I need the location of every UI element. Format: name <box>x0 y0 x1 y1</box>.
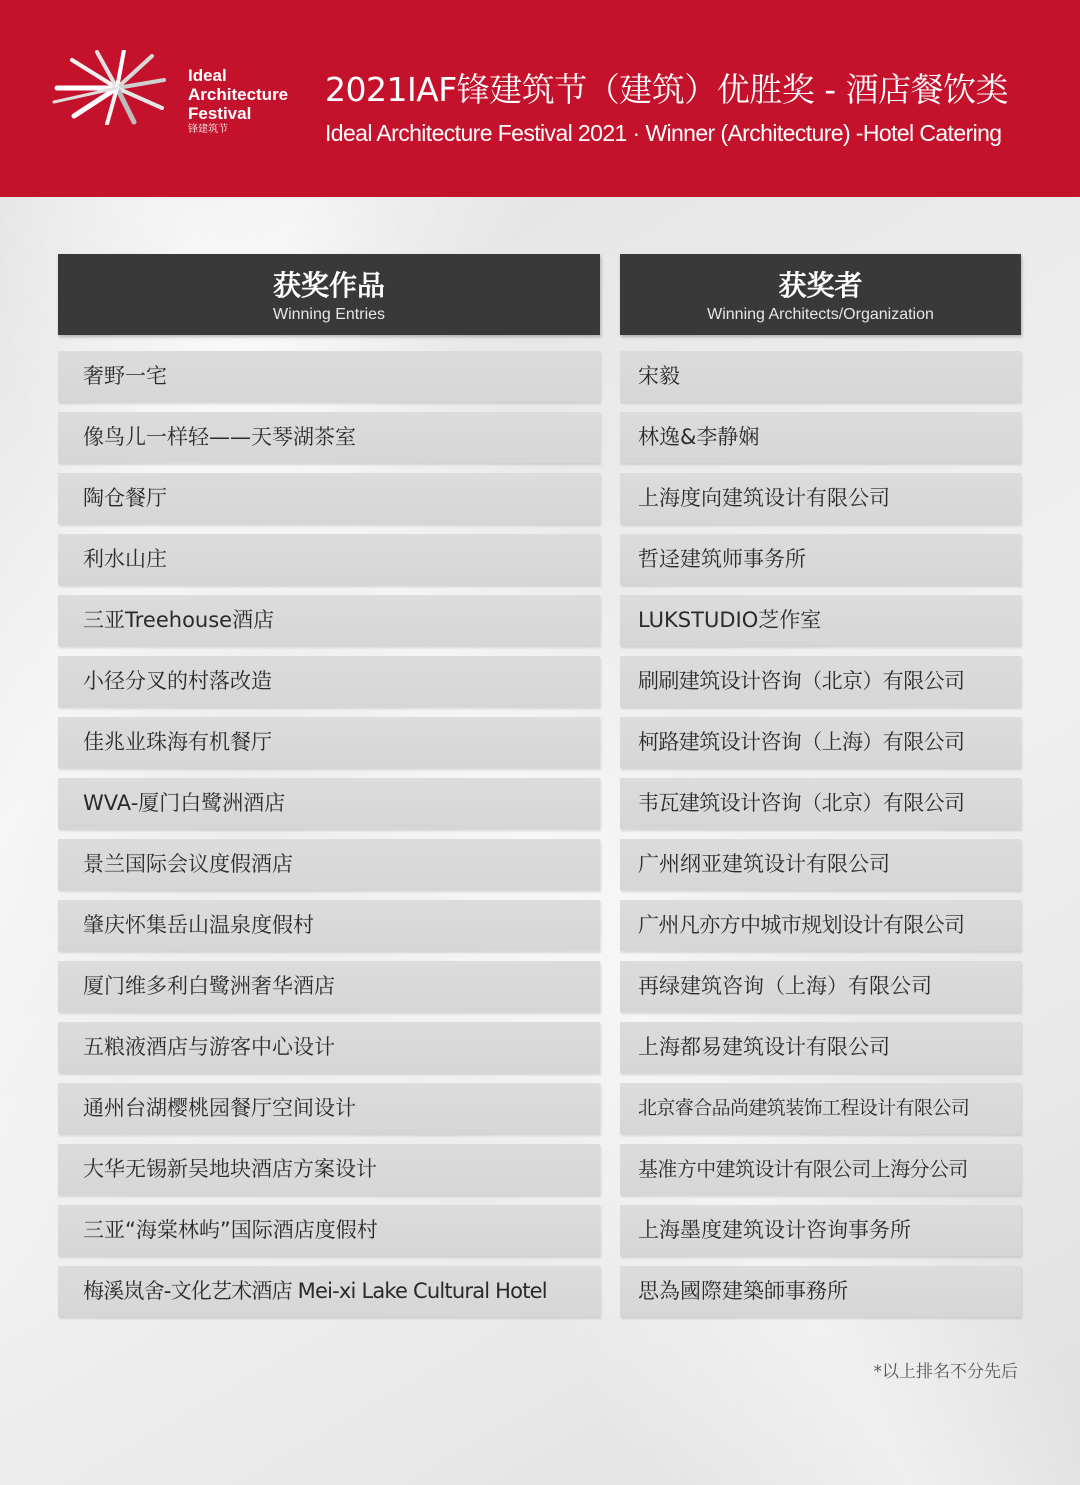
column-header-winners <box>620 254 1021 335</box>
winner-cell: 广州凡亦方中城市规划设计有限公司 <box>620 900 1021 951</box>
table-row <box>0 473 1080 524</box>
winner-cell: 广州纲亚建筑设计有限公司 <box>620 839 1021 890</box>
logo-line-3: Festival <box>188 104 252 123</box>
entry-cell: 厦门维多利白鹭洲奢华酒店 <box>58 961 600 1012</box>
logo-line-2: Architecture <box>188 85 289 104</box>
entry-cell: 佳兆业珠海有机餐厅 <box>58 717 600 768</box>
logo-line-1: Ideal <box>188 66 227 85</box>
winner-cell: 刷刷建筑设计咨询（北京）有限公司 <box>620 656 1021 707</box>
winner-cell: 柯路建筑设计咨询（上海）有限公司 <box>620 717 1021 768</box>
winner-cell: 宋毅 <box>620 351 1021 402</box>
winner-cell: 林逸&李静娴 <box>620 412 1021 463</box>
entry-cell: 三亚“海棠林屿”国际酒店度假村 <box>58 1205 600 1256</box>
table-row <box>0 656 1080 707</box>
table-row <box>0 839 1080 890</box>
table-row <box>0 717 1080 768</box>
entry-cell: 三亚Treehouse酒店 <box>58 595 600 646</box>
entry-cell: 五粮液酒店与游客中心设计 <box>58 1022 600 1073</box>
column-header-entries-cn: 获奖作品 <box>272 269 385 302</box>
winner-cell: 上海度向建筑设计有限公司 <box>620 473 1021 524</box>
winner-cell: 基准方中建筑设计有限公司上海分公司 <box>620 1144 1021 1195</box>
table-row <box>0 900 1080 951</box>
entry-cell: 通州台湖樱桃园餐厅空间设计 <box>58 1083 600 1134</box>
entry-cell: 肇庆怀集岳山温泉度假村 <box>58 900 600 951</box>
entry-cell: 像鸟儿一样轻——天琴湖茶室 <box>58 412 600 463</box>
entry-cell: 奢野一宅 <box>58 351 600 402</box>
entry-cell: 梅溪岚舍-文化艺术酒店 Mei-xi Lake Cultural Hotel <box>58 1266 600 1317</box>
table-row <box>0 595 1080 646</box>
winner-cell: 上海墨度建筑设计咨询事务所 <box>620 1205 1021 1256</box>
iaf-starburst-logo-icon <box>52 50 167 125</box>
winner-cell: 思為國際建築師事務所 <box>620 1266 1021 1317</box>
logo-wordmark <box>188 66 288 137</box>
column-header-winners-en: Winning Architects/Organization <box>707 306 934 323</box>
entry-cell: 大华无锡新吴地块酒店方案设计 <box>58 1144 600 1195</box>
table-row <box>0 778 1080 829</box>
logo-line-4: 锋建筑节 <box>188 124 228 135</box>
ranking-footnote: *以上排名不分先后 <box>873 1362 1018 1382</box>
winner-cell: 上海都易建筑设计有限公司 <box>620 1022 1021 1073</box>
table-row <box>0 961 1080 1012</box>
column-header-winners-cn: 获奖者 <box>778 269 863 302</box>
column-header-entries <box>58 254 600 335</box>
winner-cell: 北京睿合品尚建筑装饰工程设计有限公司 <box>620 1083 1021 1134</box>
entry-cell: 小径分叉的村落改造 <box>58 656 600 707</box>
header-banner <box>0 0 1080 197</box>
entry-cell: 利水山庄 <box>58 534 600 585</box>
table-row <box>0 351 1080 402</box>
page-title-cn: 2021IAF锋建筑节（建筑）优胜奖 - 酒店餐饮类 <box>325 70 1009 109</box>
table-row <box>0 1266 1080 1317</box>
table-row <box>0 1022 1080 1073</box>
winner-cell: 韦瓦建筑设计咨询（北京）有限公司 <box>620 778 1021 829</box>
column-header-entries-en: Winning Entries <box>272 306 386 323</box>
winner-cell: 哲迳建筑师事务所 <box>620 534 1021 585</box>
winner-cell: LUKSTUDIO芝作室 <box>620 595 1021 646</box>
entry-cell: 陶仓餐厅 <box>58 473 600 524</box>
table-row <box>0 1205 1080 1256</box>
entry-cell: WVA-厦门白鹭洲酒店 <box>58 778 600 829</box>
entry-cell: 景兰国际会议度假酒店 <box>58 839 600 890</box>
table-row <box>0 1083 1080 1134</box>
page-title-en: Ideal Architecture Festival 2021 · Winner (Architecture) -Hotel Catering <box>325 120 1002 146</box>
table-row <box>0 534 1080 585</box>
table-row <box>0 1144 1080 1195</box>
winner-cell: 再绿建筑咨询（上海）有限公司 <box>620 961 1021 1012</box>
table-row <box>0 412 1080 463</box>
